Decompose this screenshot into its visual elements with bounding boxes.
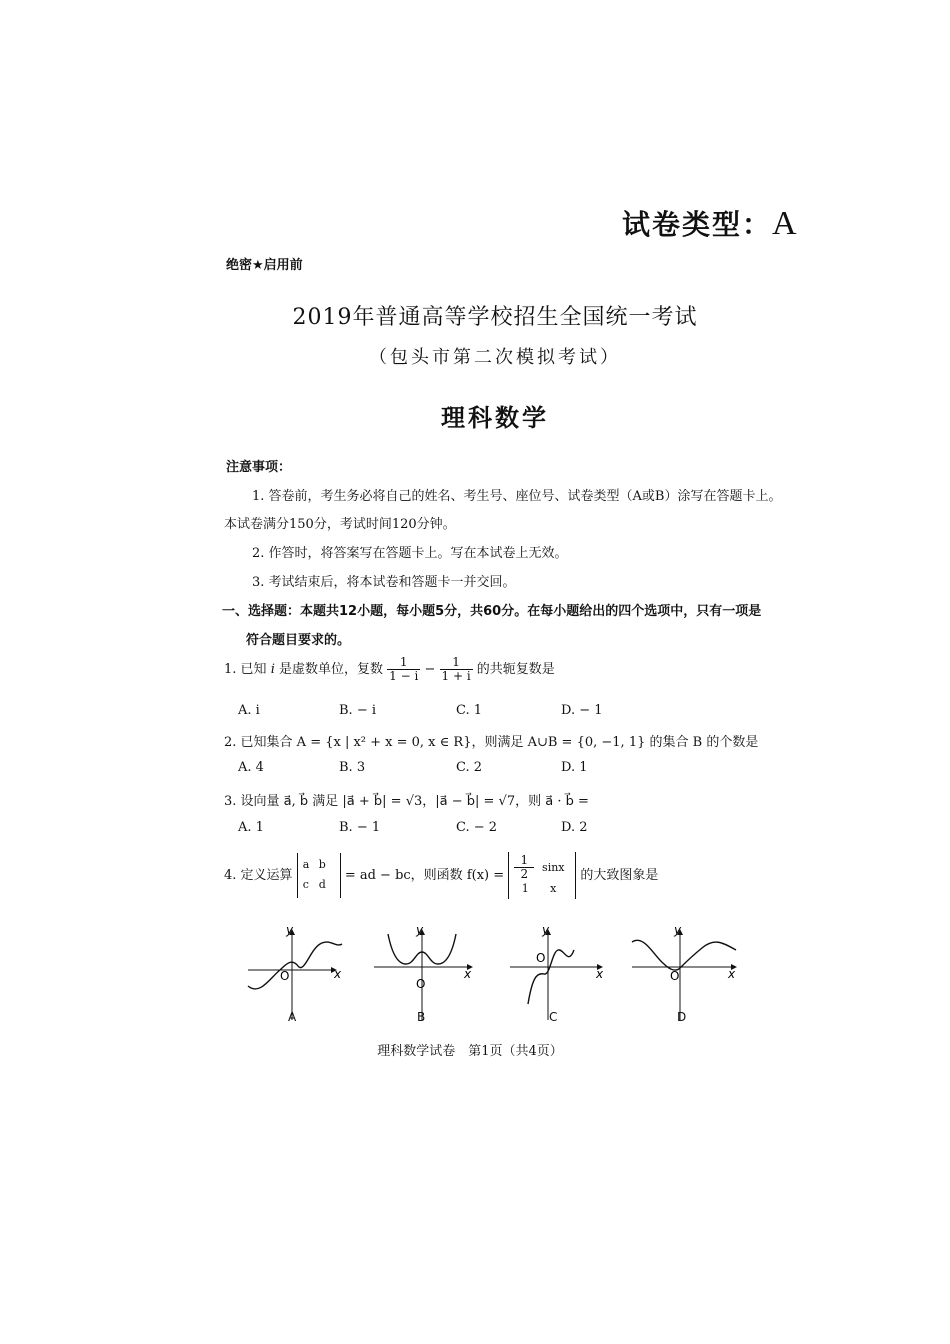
q1-fraction-2-den: 1 + i — [441, 669, 471, 684]
q1-mid: 是虚数单位，复数 — [279, 662, 384, 678]
question-2: 2. 已知集合 A = {x | x² + x = 0, x ∈ R}，则满足 A∪B = {0, −1, 1} 的集合 B 的个数是 — [224, 735, 759, 750]
q3-option-c: C. − 2 — [456, 820, 498, 835]
q1-imaginary-unit: i — [270, 662, 275, 678]
exam-subtitle: （包头市第二次模拟考试） — [369, 347, 621, 368]
det1-b: b — [318, 857, 326, 871]
graph-c-origin: O — [536, 951, 546, 965]
graph-a-origin: O — [280, 969, 290, 983]
q3-option-d: D. 2 — [561, 820, 588, 835]
q1-option-c: C. 1 — [456, 703, 483, 718]
q1-fraction-1-den: 1 − i — [389, 669, 419, 684]
q1-prefix: 1. 已知 — [224, 662, 267, 678]
q1-fraction-2 — [440, 656, 473, 683]
note-item-1: 1. 答卷前，考生务必将自己的姓名、考生号、座位号、试卷类型（A或B）涂写在答题卡上。 — [252, 489, 782, 504]
graph-d-y-label: y — [674, 923, 682, 937]
det2-one: 1 — [521, 882, 529, 896]
q4-mid: = ad − bc，则函数 f(x) = — [344, 867, 505, 883]
q1-minus: − — [424, 662, 436, 678]
section-1-heading-cont: 符合题目要求的。 — [246, 633, 351, 648]
graph-label-b: B — [417, 1010, 426, 1024]
det1-c: c — [302, 878, 309, 892]
notes-heading: 注意事项： — [226, 460, 292, 475]
graph-d — [632, 923, 736, 1020]
graph-b — [374, 923, 472, 1020]
q3-option-b: B. − 1 — [339, 820, 381, 835]
q1-option-a: A. i — [238, 703, 260, 718]
q1-fraction-1-num: 1 — [387, 656, 420, 670]
paper-type-letter: A — [772, 205, 799, 242]
question-3: 3. 设向量 a⃗, b⃗ 满足 |a⃗ + b⃗| = √3，|a⃗ − b⃗| = √7，则 a⃗ · b⃗ = — [224, 794, 589, 809]
note-item-3: 3. 考试结束后，将本试卷和答题卡一并交回。 — [252, 575, 516, 590]
graph-c — [510, 923, 604, 1020]
q2-option-b: B. 3 — [339, 760, 366, 775]
graph-label-c: C — [549, 1010, 558, 1024]
paper-type — [622, 203, 799, 243]
graph-a-x-label: x — [334, 967, 342, 981]
q4-suffix: 的大致图象是 — [580, 867, 659, 883]
q4-function-determinant — [508, 852, 576, 899]
det2-sinx: sinx — [542, 860, 565, 874]
graph-label-a: A — [288, 1010, 297, 1024]
det2-half-num: 1 — [514, 854, 534, 868]
q4-prefix: 4. 定义运算 — [224, 867, 293, 883]
section-1-heading: 一、选择题：本题共12小题，每小题5分，共60分。在每小题给出的四个选项中，只有一项是 — [222, 604, 762, 619]
question-4 — [224, 852, 658, 899]
q4-determinant-definition — [297, 853, 341, 899]
graph-b-x-label: x — [464, 967, 472, 981]
graph-b-y-label: y — [416, 923, 424, 937]
det2-half — [514, 854, 536, 881]
det1-a: a — [302, 857, 310, 871]
question-1 — [224, 656, 555, 683]
graph-c-y-label: y — [542, 923, 550, 937]
note-item-2: 2. 作答时，将答案写在答题卡上。写在本试卷上无效。 — [252, 546, 568, 561]
q1-suffix: 的共轭复数是 — [476, 662, 555, 678]
q1-fraction-1 — [387, 656, 420, 683]
graph-d-origin: O — [670, 969, 680, 983]
q2-option-a: A. 4 — [238, 760, 264, 775]
q1-option-b: B. − i — [339, 703, 377, 718]
q2-option-d: D. 1 — [561, 760, 588, 775]
det2-half-den: 2 — [520, 867, 529, 882]
subject-title: 理科数学 — [441, 404, 549, 432]
secret-mark: 绝密★启用前 — [226, 258, 303, 273]
graph-label-d: D — [677, 1010, 687, 1024]
note-item-1-cont: 本试卷满分150分，考试时间120分钟。 — [224, 517, 456, 532]
det2-x: x — [550, 882, 557, 896]
graph-b-origin: O — [416, 977, 426, 991]
q2-option-c: C. 2 — [456, 760, 483, 775]
q3-option-a: A. 1 — [238, 820, 264, 835]
paper-type-label: 试卷类型： — [622, 208, 773, 241]
exam-title: 2019年普通高等学校招生全国统一考试 — [292, 305, 698, 330]
graph-a — [248, 923, 342, 1020]
q4-graph-options — [240, 920, 750, 1030]
page-footer: 理科数学试卷 第1页（共4页） — [377, 1044, 563, 1059]
graph-c-x-label: x — [596, 967, 604, 981]
q1-option-d: D. − 1 — [561, 703, 603, 718]
q1-fraction-2-num: 1 — [440, 656, 473, 670]
graph-d-x-label: x — [728, 967, 736, 981]
det1-d: d — [318, 878, 326, 892]
graph-a-y-label: y — [286, 923, 294, 937]
